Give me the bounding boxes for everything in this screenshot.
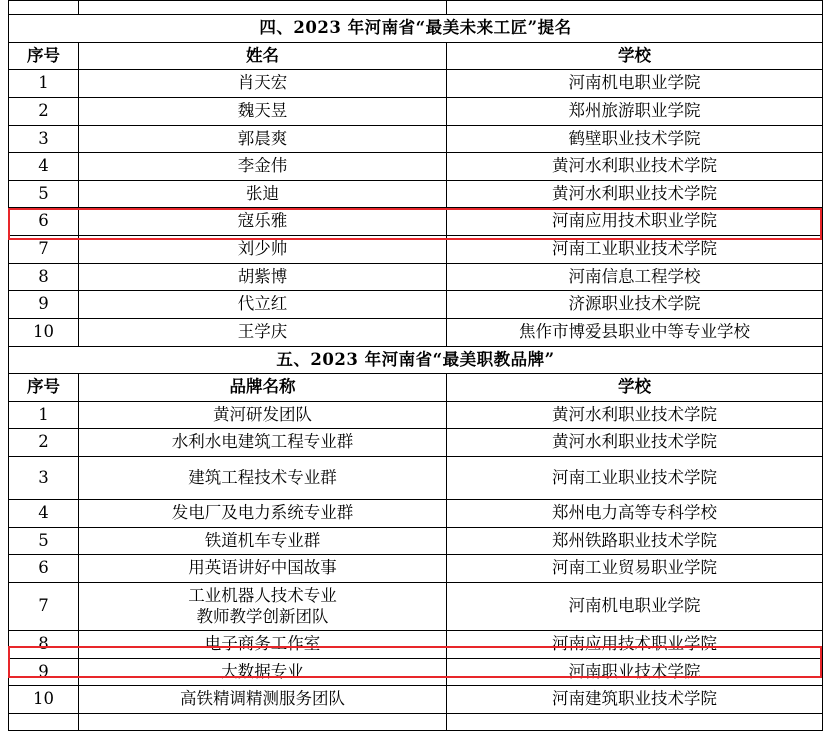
cell-school: 鹤壁职业技术学院 — [447, 125, 823, 153]
cell-brand: 工业机器人技术专业 教师教学创新团队 — [79, 582, 447, 630]
cell-brand: 黄河研发团队 — [79, 401, 447, 429]
cell-name: 代立红 — [79, 291, 447, 319]
cell-index: 6 — [9, 208, 79, 236]
table-row — [9, 318, 823, 346]
partial-cell-name — [79, 1, 447, 15]
partial-cell-index — [9, 1, 79, 15]
cell-school: 河南工业职业技术学院 — [447, 457, 823, 500]
cell-school: 黄河水利职业技术学院 — [447, 180, 823, 208]
cell-index: 9 — [9, 658, 79, 686]
cell-name: 刘少帅 — [79, 236, 447, 264]
cell-index: 8 — [9, 631, 79, 659]
cell-school: 郑州电力高等专科学校 — [447, 500, 823, 528]
cell-index: 7 — [9, 582, 79, 630]
cell-index: 9 — [9, 291, 79, 319]
column-header-school: 学校 — [447, 374, 823, 402]
cell-index: 4 — [9, 153, 79, 181]
table-row — [9, 125, 823, 153]
cell-school: 河南职业技术学院 — [447, 658, 823, 686]
cell-school: 河南信息工程学校 — [447, 263, 823, 291]
cell-brand: 高铁精调精测服务团队 — [79, 686, 447, 714]
column-header-index: 序号 — [9, 42, 79, 70]
cell-index: 1 — [9, 401, 79, 429]
cell-school: 济源职业技术学院 — [447, 291, 823, 319]
cell-brand: 铁道机车专业群 — [79, 527, 447, 555]
cell-brand: 发电厂及电力系统专业群 — [79, 500, 447, 528]
cell-index: 5 — [9, 527, 79, 555]
column-header-brand: 品牌名称 — [79, 374, 447, 402]
cell-school: 河南工业职业技术学院 — [447, 236, 823, 264]
table-row — [9, 582, 823, 630]
cell-name: 寇乐雅 — [79, 208, 447, 236]
section-title-5: 五、2023 年河南省“最美职教品牌” — [9, 346, 823, 374]
table-row — [9, 70, 823, 98]
cell-school: 河南应用技术职业学院 — [447, 208, 823, 236]
table-row — [9, 555, 823, 583]
column-header-school: 学校 — [447, 42, 823, 70]
cell-school: 河南工业贸易职业学院 — [447, 555, 823, 583]
cell-school: 郑州铁路职业技术学院 — [447, 527, 823, 555]
table-row — [9, 457, 823, 500]
table-header-row — [9, 42, 823, 70]
cell-school: 郑州旅游职业学院 — [447, 97, 823, 125]
cell-brand: 大数据专业 — [79, 658, 447, 686]
cell-name: 张迪 — [79, 180, 447, 208]
cell-index: 7 — [9, 236, 79, 264]
cell-name: 肖天宏 — [79, 70, 447, 98]
table-row-highlighted — [9, 208, 823, 236]
table-row — [9, 97, 823, 125]
partial-cell-index — [9, 714, 79, 731]
table-row — [9, 686, 823, 714]
cell-school: 河南机电职业学院 — [447, 70, 823, 98]
cell-name: 李金伟 — [79, 153, 447, 181]
cell-name: 胡紫博 — [79, 263, 447, 291]
partial-cell-name — [79, 714, 447, 731]
cell-index: 4 — [9, 500, 79, 528]
table-row — [9, 153, 823, 181]
table-row — [9, 263, 823, 291]
table-row-highlighted — [9, 631, 823, 659]
cell-brand: 建筑工程技术专业群 — [79, 457, 447, 500]
cell-school: 黄河水利职业技术学院 — [447, 401, 823, 429]
section-title-row — [9, 346, 823, 374]
column-header-index: 序号 — [9, 374, 79, 402]
table-row — [9, 658, 823, 686]
cell-index: 8 — [9, 263, 79, 291]
column-header-name: 姓名 — [79, 42, 447, 70]
cell-brand: 水利水电建筑工程专业群 — [79, 429, 447, 457]
section-title-row — [9, 15, 823, 43]
cell-name: 魏天昱 — [79, 97, 447, 125]
table-row — [9, 236, 823, 264]
cell-name: 郭晨爽 — [79, 125, 447, 153]
award-list-table — [8, 0, 823, 731]
cell-index: 3 — [9, 457, 79, 500]
cell-index: 6 — [9, 555, 79, 583]
partial-cell-school — [447, 1, 823, 15]
cell-index: 2 — [9, 97, 79, 125]
cell-brand: 电子商务工作室 — [79, 631, 447, 659]
cell-school: 河南建筑职业技术学院 — [447, 686, 823, 714]
table-row-partial-bottom — [9, 714, 823, 731]
section-title-4: 四、2023 年河南省“最美未来工匠”提名 — [9, 15, 823, 43]
partial-cell-school — [447, 714, 823, 731]
cell-index: 10 — [9, 318, 79, 346]
cell-school: 河南机电职业学院 — [447, 582, 823, 630]
table-row — [9, 401, 823, 429]
cell-index: 1 — [9, 70, 79, 98]
table-header-row — [9, 374, 823, 402]
cell-index: 5 — [9, 180, 79, 208]
table-row-partial-top — [9, 1, 823, 15]
table-row — [9, 500, 823, 528]
cell-brand: 用英语讲好中国故事 — [79, 555, 447, 583]
cell-index: 2 — [9, 429, 79, 457]
table-row — [9, 180, 823, 208]
table-row — [9, 429, 823, 457]
cell-index: 3 — [9, 125, 79, 153]
cell-index: 10 — [9, 686, 79, 714]
cell-school: 黄河水利职业技术学院 — [447, 429, 823, 457]
cell-name: 王学庆 — [79, 318, 447, 346]
cell-school: 河南应用技术职业学院 — [447, 631, 823, 659]
table-row — [9, 527, 823, 555]
table-row — [9, 291, 823, 319]
cell-school: 焦作市博爱县职业中等专业学校 — [447, 318, 823, 346]
cell-school: 黄河水利职业技术学院 — [447, 153, 823, 181]
